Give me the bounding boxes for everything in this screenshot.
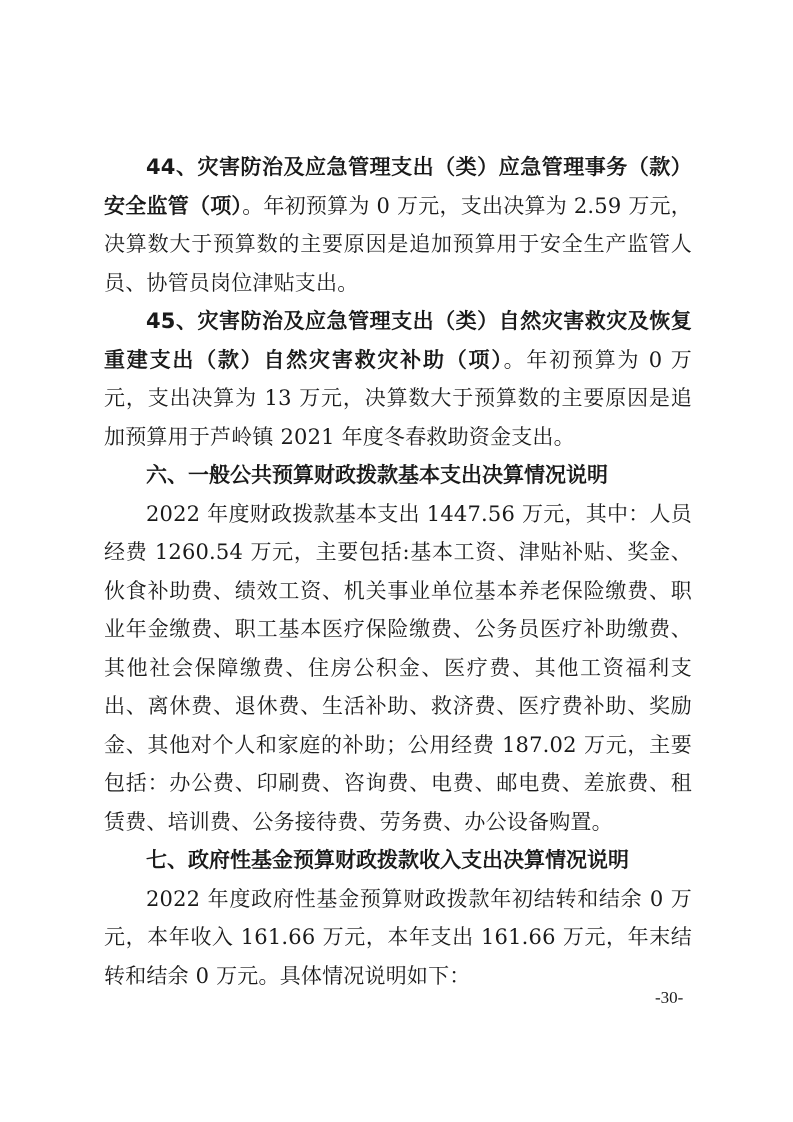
section-6-heading: 六、一般公共预算财政拨款基本支出决算情况说明: [146, 463, 608, 487]
item-45-text: 。年初预算为 0 万元，支出决算为 13 万元，决算数大于预算数的主要原因是追加预算用于芦岭镇 2021 年度冬春救助资金支出。: [104, 347, 692, 449]
paragraph-item-44: [104, 148, 692, 302]
section-6-text: 2022 年度财政拨款基本支出 1447.56 万元，其中：人员经费 1260.54 万元，主要包括:基本工资、津贴补贴、奖金、伙食补助费、绩效工资、机关事业单位基本养老保险缴费、职业年金缴费、职工基本医疗保险缴费、公务员医疗补助缴费、其他社会保障缴费、住房公积金、医疗费、其他工资福利支出、离休费、退休费、生活补助、救济费、医疗费补助、奖励金、其他对个人和家庭的补助；公用经费 187.02 万元，主要包括：办公费、印刷费、咨询费、电费、邮电费、差旅费、租赁费、培训费、公务接待费、劳务费、办公设备购置。: [104, 501, 692, 834]
item-44-title: 44、灾害防治及应急管理支出（类）应急管理事务（款）安全监管（项）: [104, 155, 692, 218]
item-44-text: 。年初预算为 0 万元，支出决算为 2.59 万元，决算数大于预算数的主要原因是追加预算用于安全生产监管人员、协管员岗位津贴支出。: [104, 193, 692, 295]
section-7-heading: 七、政府性基金预算财政拨款收入支出决算情况说明: [146, 848, 629, 872]
page-number: -30-: [655, 988, 684, 1007]
item-45-title: 45、灾害防治及应急管理支出（类）自然灾害救灾及恢复重建支出（款）自然灾害救灾补助（项）: [104, 309, 692, 372]
document-body: [104, 148, 692, 995]
section-7-text: 2022 年度政府性基金预算财政拨款年初结转和结余 0 万元，本年收入 161.66 万元，本年支出 161.66 万元，年末结转和结余 0 万元。具体情况说明如下：: [104, 886, 692, 988]
paragraph-item-45: [104, 302, 692, 456]
